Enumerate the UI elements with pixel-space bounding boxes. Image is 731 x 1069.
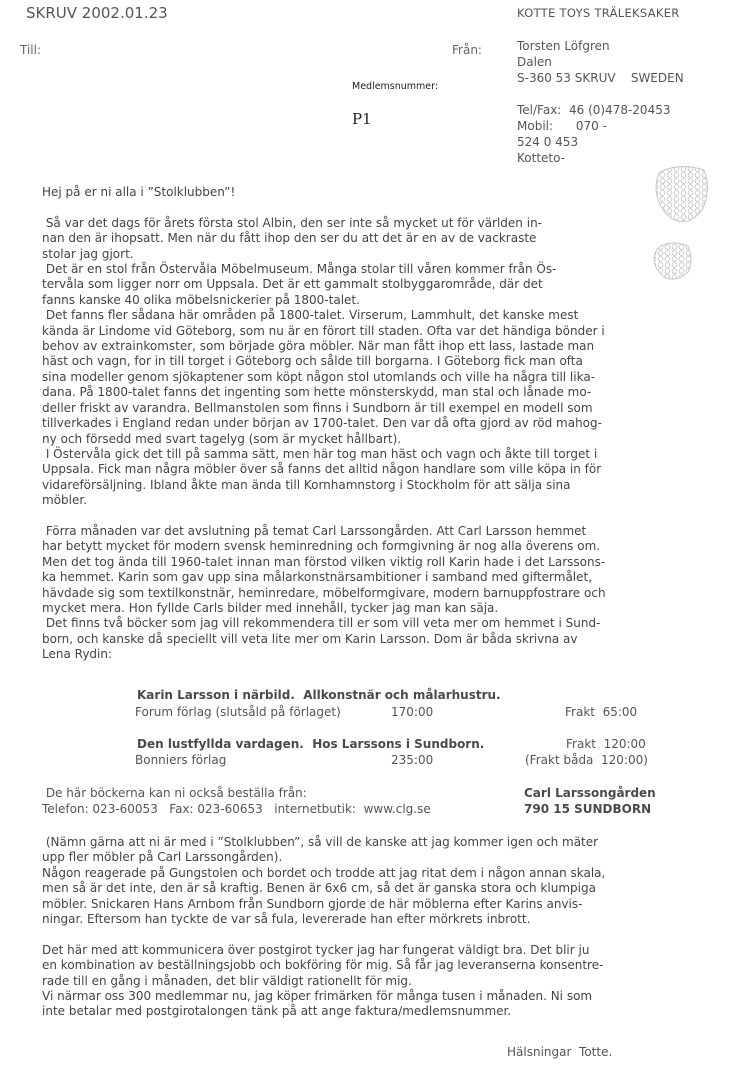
letter-lower-body: (Nämn gärna att ni är med i ”Stolklubben”, så vill de kanske att jag kommer igen och mäter upp fler möbler på Carl Larssongården). Någon reagerade på Gungstolen och bordet och trodde att jag ritat dem i någon annan skala, men så är det inte, den är så kraftig. Benen är 6x6 cm, så det är ganska stora och klumpiga möbler. Snickaren Hans Arnbom från Sundborn gjorde de här möblerna efter Karins anvis- ningar. Eftersom han tyckte de var så fula, levererade han efter mörkrets inbrott. Det här med att kommunicera över postgirot tycker jag har fungerat väldigt bra. Det blir ju en kombination av beställningsjobb och bokföring för mig. Så får jag leveranserna konsentre- rade till en gång i månaden, det blir väldigt rationellt för mig. Vi närmar oss 300 medlemmar nu, jag köper frimärken för många tusen i månaden. Ni som inte betalar med postgirotalongen tänk på att ange faktura/medlemsnummer. bbox=[42, 835, 606, 1019]
book-shipping: Frakt 65:00 bbox=[565, 705, 638, 719]
book-price: 170:00 bbox=[391, 705, 434, 719]
company-name: KOTTE TOYS TRÄLEKSAKER bbox=[517, 6, 680, 20]
book-publisher: Forum förlag (slutsåld på förlaget) bbox=[135, 705, 341, 719]
book-publisher: Bonniers förlag bbox=[135, 753, 227, 767]
till-label: Till: bbox=[20, 43, 42, 57]
order-org-address: 790 15 SUNDBORN bbox=[524, 802, 652, 816]
member-number-label: Medlemsnummer: bbox=[352, 81, 439, 92]
order-org-name: Carl Larssongården bbox=[524, 786, 656, 800]
book-title: Karin Larsson i närbild. Allkonstnär och målarhustru. bbox=[137, 688, 501, 702]
member-number-value: P1 bbox=[352, 110, 372, 128]
book-shipping: Frakt 120:00 bbox=[566, 737, 646, 751]
fran-label: Från: bbox=[452, 43, 482, 57]
order-contact: Telefon: 023-60053 Fax: 023-60653 internetbutik: www.clg.se bbox=[42, 802, 431, 816]
sender-address: Torsten Löfgren Dalen S-360 53 SKRUV SWEDEN bbox=[517, 39, 684, 85]
sender-contact: Tel/Fax: 46 (0)478-20453 Mobil: 070 - 524 0 453 Kotteto- bbox=[517, 103, 671, 165]
order-intro: De här böckerna kan ni också beställa från: bbox=[42, 786, 307, 800]
book-shipping-both: (Frakt båda 120:00) bbox=[525, 753, 648, 767]
book-price: 235:00 bbox=[391, 753, 434, 767]
book-title: Den lustfyllda vardagen. Hos Larssons i Sundborn. bbox=[137, 737, 485, 751]
place-date: SKRUV 2002.01.23 bbox=[26, 4, 168, 22]
signoff: Hälsningar Totte. bbox=[507, 1045, 613, 1059]
letter-body: Hej på er ni alla i ”Stolklubben”! Så var det dags för årets första stol Albin, den ser inte så mycket ut för världen in- nan den är ihopsatt. Men när du fått ihop den ser du att det är en av de vackraste stolar jag gjort. Det är en stol från Östervåla Möbelmuseum. Många stolar till våren kommer från Ös- tervåla som ligger norr om Uppsala. Det är ett gammalt stolbyggarområde, där det fanns kanske 40 olika möbelsnickerier på 1800-talet. Det fanns fler sådana här områden på 1800-talet. Virserum, Lammhult, det kanske mest kända är Lindome vid Göteborg, som nu är en förort till staden. Ofta var det händiga bönder i behov av extrainkomster, som började göra möbler. När man fått ihop ett lass, lastade man häst och vagn, for in till torget i Göteborg och sålde till borgarna. I Göteborg fick man ofta sina modeller genom sjökaptener som köpt någon stol utomlands och ville ha några till lika- dana. På 1800-talet fanns det ingenting som hette mönsterskydd, man stal och lånade mo- deller friskt av varandra. Bellmanstolen som finns i Sundborn är till exempel en modell som tillverkades i England redan under början av 1700-talet. Den var då ofta gjord av röd mahog- ny och försedd med svart tagelyg (som är mycket hållbart). I Östervåla gick det till på samma sätt, men här tog man häst och vagn och åkte till torget i Uppsala. Fick man några möbler över så fanns det alltid någon handlare som ville köpa in för vidareförsäljning. Ibland åkte man ända till Kornhamnstorg i Stockholm för att sälja sina möbler. Förra månaden var det avslutning på temat Carl Larssongården. Att Carl Larsson hemmet har betytt mycket för modern svensk heminredning och formgivning är nog alla överens om. Men det tog ända till 1960-talet innan man förstod vilken viktig roll Karin hade i det Larssons- ka hemmet. Karin som gav upp sina målarkonstnärsambitioner i samband med giftermålet, hävdade sig som textilkonstnär, heminredare, möbelformgivare, modern barnuppfostrare och mycket mera. Hon fyllde Carls bilder med innehåll, tycker jag man kan säja. Det finns två böcker som jag vill rekommendera till er som vill veta mer om hemmet i Sund- born, och kanske då speciellt vill veta lite mer om Karin Larsson. Dom är båda skrivna av Lena Rydin: bbox=[42, 185, 606, 662]
